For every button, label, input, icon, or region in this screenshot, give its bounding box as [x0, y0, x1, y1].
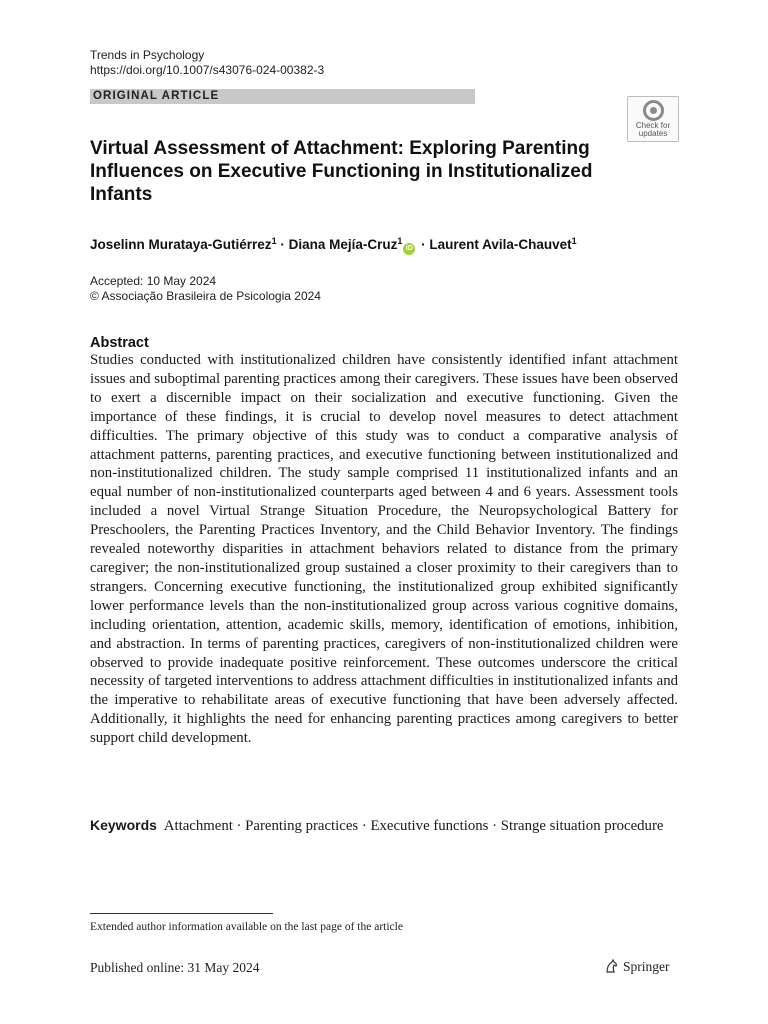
author-info-footnote: Extended author information available on the last page of the article [90, 921, 403, 933]
affiliation-marker: 1 [571, 236, 577, 246]
keywords-list: Attachment · Parenting practices · Executive functions · Strange situation procedure [163, 818, 664, 834]
check-updates-label: Check for updates [635, 121, 671, 138]
publication-dates [90, 274, 321, 304]
article-type-badge: ORIGINAL ARTICLE [90, 89, 475, 104]
accepted-date: Accepted: 10 May 2024 [90, 274, 217, 288]
title-line-3: Infants [90, 184, 153, 205]
abstract-heading: Abstract [90, 335, 149, 351]
keywords-section [90, 816, 680, 836]
article-title [90, 137, 650, 206]
author-separator: · [417, 237, 430, 252]
keywords-label: Keywords [90, 817, 157, 833]
affiliation-marker: 1 [397, 236, 403, 246]
doi-link[interactable]: https://doi.org/10.1007/s43076-024-00382-3 [90, 63, 325, 77]
title-line-1: Virtual Assessment of Attachment: Exploring Parenting [90, 138, 590, 159]
crossmark-icon [643, 100, 664, 121]
author-name[interactable]: Diana Mejía-Cruz [288, 237, 398, 252]
affiliation-marker: 1 [271, 236, 277, 246]
abstract-text: Studies conducted with institutionalized children have consistently identified infant attachment issues and suboptimal parenting practices among their caregivers. These issues have been observed to exert a discernible impact on their socialization and executive functioning. Given the importance of these findings, it is crucial to develop novel measures to detect attachment difficulties. The primary objective of this study was to conduct a comparative analysis of attachment patterns, parenting practices, and executive functioning between institutionalized and non-institutionalized children. The study sample comprised 11 institutionalized infants and an equal number of non-institutionalized counterparts aged between 4 and 6 years. Assessment tools included a novel Virtual Strange Situation Procedure, the Neuropsychological Battery for Preschoolers, the Parenting Practices Inventory, and the Child Behavior Inventory. The findings revealed noteworthy disparities in attachment behaviors related to distance from the primary caregiver; the non-institutionalized group sustained a closer proximity to their caregivers than to strangers. Concerning executive functioning, the institutionalized group exhibited significantly lower performance levels than the non-institutionalized group across various cognitive domains, including orientation, attention, academic skills, memory, identification of emotions, inhibition, and abstraction. In terms of parenting practices, caregivers of non-institutionalized children were observed to provide inadequate positive reinforcement. These outcomes underscore the critical necessity of targeted interventions to address attachment difficulties in institutionalized infants and the imperative to rehabilitate areas of executive functioning that have been adversely affected. Additionally, it highlights the need for enhancing parenting practices among caregivers to better support child development. [90, 352, 678, 747]
author-name[interactable]: Laurent Avila-Chauvet [429, 237, 572, 252]
springer-horse-icon [604, 958, 620, 974]
check-for-updates-button[interactable] [627, 96, 679, 142]
orcid-icon[interactable]: iD [403, 243, 415, 255]
copyright-notice: © Associação Brasileira de Psicologia 2024 [90, 289, 321, 303]
journal-header [90, 48, 324, 78]
title-line-2: Influences on Executive Functioning in Institutionalized [90, 161, 593, 182]
author-list [90, 232, 577, 255]
author-separator: · [276, 237, 289, 252]
published-online-date: Published online: 31 May 2024 [90, 960, 260, 975]
author-name[interactable]: Joselinn Murataya-Gutiérrez [90, 237, 272, 252]
journal-name: Trends in Psychology [90, 48, 205, 62]
footnote-divider [90, 913, 273, 914]
publisher-name: Springer [623, 959, 670, 974]
publisher-logo [604, 958, 670, 976]
